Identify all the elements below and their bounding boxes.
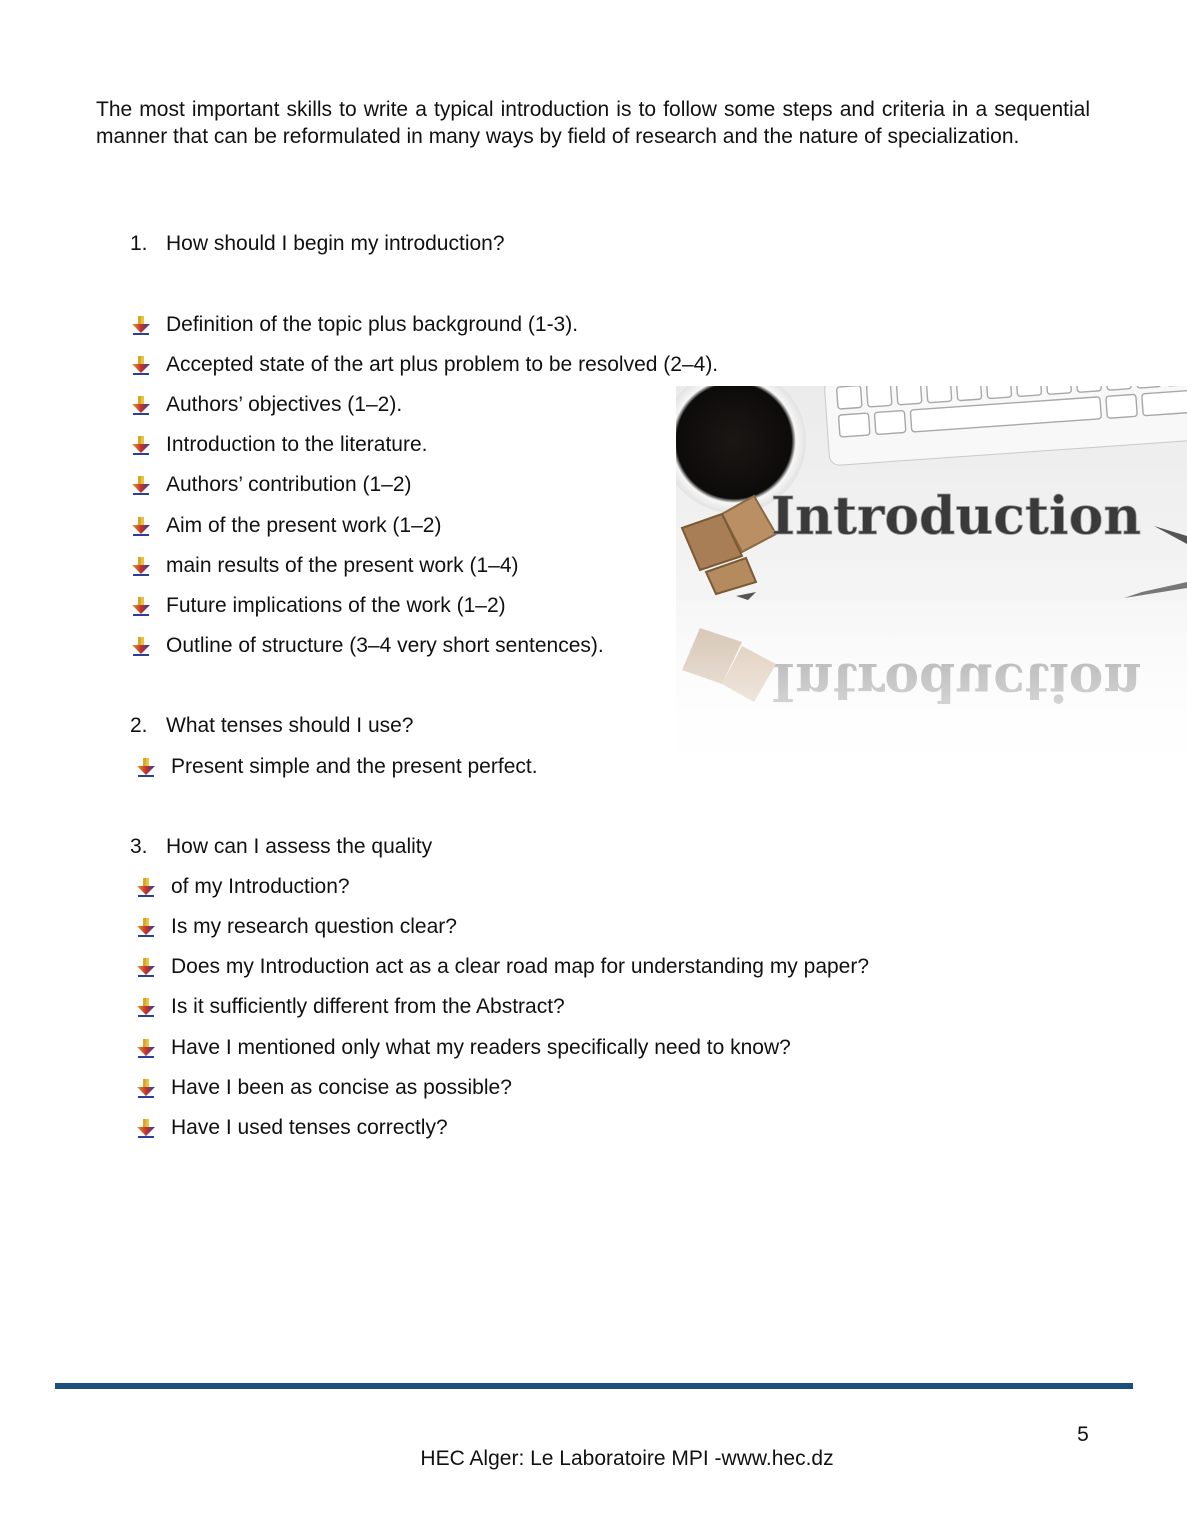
question-1 — [130, 230, 505, 257]
down-arrow-icon — [130, 595, 152, 617]
list-item: of my Introduction? — [135, 873, 350, 900]
list-item: Is my research question clear? — [135, 913, 457, 940]
question-number: 2. — [130, 714, 148, 737]
down-arrow-icon — [135, 876, 157, 898]
list-item: Does my Introduction act as a clear road map for understanding my paper? — [135, 953, 869, 980]
down-arrow-icon — [130, 314, 152, 336]
list-item: main results of the present work (1–4) — [130, 552, 519, 579]
question-text: How can I assess the quality — [166, 835, 433, 858]
footer-text: HEC Alger: Le Laboratoire MPI -www.hec.dz — [420, 1447, 834, 1470]
question-2 — [130, 712, 413, 739]
down-arrow-icon — [135, 996, 157, 1018]
introduction-photo — [676, 386, 1187, 794]
list-item: Definition of the topic plus background (1-3). — [130, 311, 578, 338]
question-text: What tenses should I use? — [166, 714, 414, 737]
list-item: Introduction to the literature. — [130, 431, 428, 458]
question-number: 3. — [130, 835, 148, 858]
down-arrow-icon — [135, 756, 157, 778]
down-arrow-icon — [135, 1077, 157, 1099]
page-number: 5 — [1077, 1423, 1089, 1446]
down-arrow-icon — [135, 916, 157, 938]
intro-paragraph: The most important skills to write a typical introduction is to follow some steps and criteria in a sequential manner that can be reformulated in many ways by field of research and the nature of specialization. — [96, 98, 1090, 148]
down-arrow-icon — [130, 515, 152, 537]
list-item: Aim of the present work (1–2) — [130, 512, 441, 539]
list-item: Have I mentioned only what my readers specifically need to know? — [135, 1034, 791, 1061]
down-arrow-icon — [135, 1037, 157, 1059]
list-item: Is it sufficiently different from the Abstract? — [135, 993, 565, 1020]
down-arrow-icon — [130, 354, 152, 376]
list-item: Future implications of the work (1–2) — [130, 592, 506, 619]
list-item: Have I used tenses correctly? — [135, 1114, 448, 1141]
down-arrow-icon — [135, 956, 157, 978]
keyboard-coffee-photo-icon — [676, 386, 1187, 794]
down-arrow-icon — [130, 555, 152, 577]
list-item: Accepted state of the art plus problem to be resolved (2–4). — [130, 351, 718, 378]
question-3 — [130, 833, 432, 860]
list-item: Authors’ objectives (1–2). — [130, 391, 402, 418]
question-number: 1. — [130, 232, 148, 255]
list-item: Outline of structure (3–4 very short sentences). — [130, 632, 604, 659]
list-item: Have I been as concise as possible? — [135, 1074, 512, 1101]
down-arrow-icon — [135, 1117, 157, 1139]
list-item: Present simple and the present perfect. — [135, 753, 538, 780]
question-text: How should I begin my introduction? — [166, 232, 505, 255]
footer-divider — [55, 1383, 1133, 1389]
down-arrow-icon — [130, 394, 152, 416]
down-arrow-icon — [130, 434, 152, 456]
down-arrow-icon — [130, 474, 152, 496]
down-arrow-icon — [130, 635, 152, 657]
introduction-word: Introduction — [770, 486, 1142, 547]
list-item: Authors’ contribution (1–2) — [130, 471, 412, 498]
